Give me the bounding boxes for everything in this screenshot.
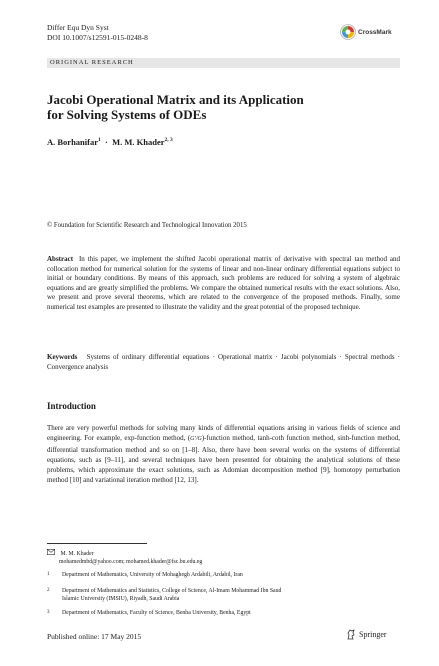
affiliation-3 bbox=[47, 609, 251, 617]
affiliation-number: 1 bbox=[47, 572, 50, 577]
affiliation-number: 3 bbox=[47, 610, 50, 615]
affiliation-text: Department of Mathematics and Statistics, College of Science, Al-Imam Mohammad Ibn Saud bbox=[62, 588, 282, 594]
article-type-band bbox=[47, 58, 400, 68]
envelope-icon bbox=[47, 551, 56, 557]
title-line-1: Jacobi Operational Matrix and its Application bbox=[47, 92, 304, 107]
affiliation-text: Islamic University (IMSIU), Riyadh, Saudi Arabia bbox=[62, 596, 180, 602]
fraction-numerator: G′ bbox=[190, 436, 196, 443]
publisher-name: Springer bbox=[359, 630, 387, 639]
corresponding-author-name: M. M. Khader bbox=[60, 551, 94, 557]
fraction-denominator: G bbox=[197, 436, 202, 443]
keywords bbox=[47, 353, 400, 372]
springer-horse-icon bbox=[346, 629, 356, 640]
introduction-body bbox=[47, 423, 400, 486]
affiliation-1 bbox=[47, 571, 243, 579]
crossmark-label: CrossMark bbox=[358, 28, 392, 36]
doi[interactable]: DOI 10.1007/s12591-015-0248-8 bbox=[47, 33, 148, 42]
journal-header bbox=[47, 23, 148, 43]
title-line-2: for Solving Systems of ODEs bbox=[47, 107, 207, 122]
intro-text-part-1: There are very powerful methods for solving many kinds of differential equations arising in various fields of science and engineering. For example, exp-function method, ( bbox=[47, 424, 400, 443]
copyright-line: © Foundation for Scientific Research and Technological Innovation 2015 bbox=[47, 222, 247, 229]
published-date: Published online: 17 May 2015 bbox=[47, 632, 142, 641]
affiliation-number: 2 bbox=[47, 588, 50, 593]
keywords-label: Keywords bbox=[47, 353, 78, 361]
corresponding-author-email[interactable]: mohamedmbd@yahoo.com; mohamed.khader@fsc.bu.edu.eg bbox=[59, 559, 203, 565]
corresponding-author-note bbox=[47, 549, 202, 566]
author-separator: · bbox=[105, 137, 108, 147]
publisher-logo bbox=[346, 629, 387, 640]
section-heading-introduction: Introduction bbox=[47, 401, 96, 411]
paper-title bbox=[47, 92, 400, 122]
abstract-label: Abstract bbox=[47, 255, 74, 263]
abstract-text: In this paper, we implement the shifted Jacobi operational matrix of derivative with spectral tau method and collocation method for numerical solution for the systems of linear and non-linear ordinary differential equations subject to initial or boundary conditions. By means of this approach, such problems are reduced for solving a system of algebraic equations and are greatly simplified the problems. We compare the obtained numerical results with the exact solutions. Also, we present and prove several theorems, which are related to the convergence of the proposed methods. Finally, some numerical test examples are presented to illustrate the validity and the great potential of the proposed technique. bbox=[47, 255, 400, 311]
article-type: ORIGINAL RESEARCH bbox=[50, 59, 134, 66]
abstract bbox=[47, 255, 400, 313]
footnote-divider bbox=[47, 543, 147, 544]
author-name[interactable]: M. M. Khader bbox=[112, 137, 165, 147]
g-prime-over-g-fraction: G′/G bbox=[190, 436, 202, 443]
affiliation-2 bbox=[47, 587, 281, 603]
crossmark-icon bbox=[340, 24, 356, 40]
affiliation-text: Department of Mathematics, University of Mohaghegh Ardabili, Ardabil, Iran bbox=[62, 572, 243, 578]
author-affiliation-ref: 1 bbox=[98, 137, 101, 144]
affiliation-text: Department of Mathematics, Faculty of Science, Benha University, Benha, Egypt bbox=[62, 610, 251, 616]
intro-text-part-2: )-function method, tanh-coth function method, sinh-function method, differential transformation method and so on [1–8]. Also, there have been several works on the systems of differential equations, such as [9–11], and several techniques have been presented for obtaining the analytical solutions of these problems, which approximate the exact solutions, such as Adomian decomposition method [9], homotopy perturbation method [10] and variational iteration method [12, 13]. bbox=[47, 434, 400, 485]
author-affiliation-ref: 2, 3 bbox=[164, 137, 173, 144]
journal-name: Differ Equ Dyn Syst bbox=[47, 23, 109, 32]
author-list bbox=[47, 137, 173, 147]
keywords-text: Systems of ordinary differential equations · Operational matrix · Jacobi polynomials · Spectral methods · Convergence analysis bbox=[47, 353, 401, 371]
crossmark-badge[interactable] bbox=[340, 24, 392, 40]
author-name[interactable]: A. Borhanifar bbox=[47, 137, 98, 147]
